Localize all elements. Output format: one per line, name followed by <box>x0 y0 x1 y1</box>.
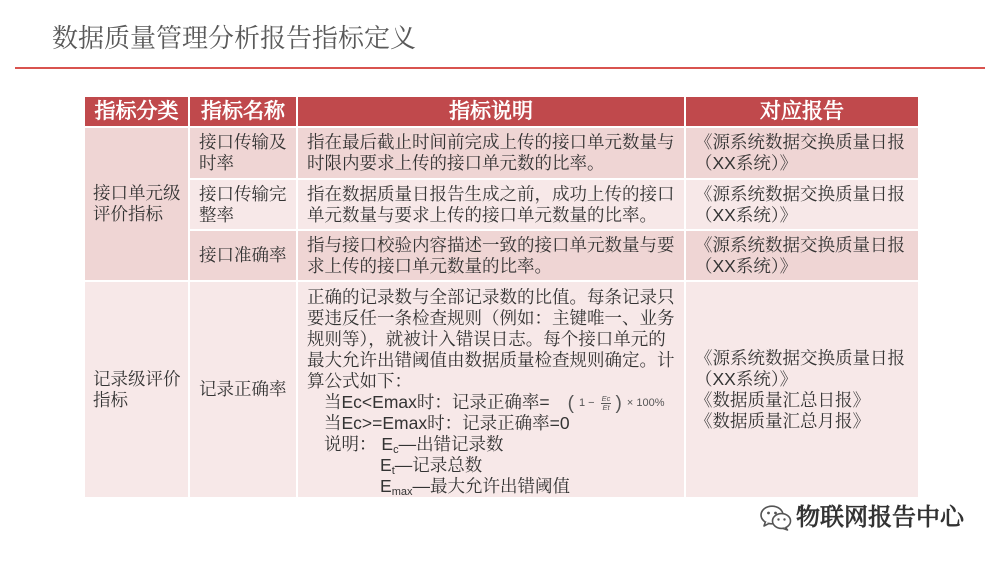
report-cell <box>685 179 919 230</box>
variable-line <box>307 434 679 455</box>
watermark-text: 物联网报告中心 <box>796 504 964 531</box>
variable-base: E <box>380 455 392 475</box>
variable-line <box>307 455 679 476</box>
metric-name-cell: 接口传输完整率 <box>189 179 297 230</box>
variable-base: E <box>381 434 394 454</box>
table-row <box>84 179 919 230</box>
variable-subscript: max <box>391 486 413 498</box>
note-label: 说明： <box>324 434 377 454</box>
description-cell: 指与接口校验内容描述一致的接口单元数量与要求上传的接口单元数量的比率。 <box>297 230 685 281</box>
variable-meaning: —记录总数 <box>394 455 483 475</box>
report-name: 《源系统数据交换质量日报（XX系统）》 <box>695 347 905 389</box>
report-cell <box>685 230 919 281</box>
report-name: 《数据质量汇总日报》 <box>695 389 870 410</box>
table-header-row <box>84 96 919 127</box>
formula-line-condition-1 <box>307 392 679 413</box>
report-name: 《源系统数据交换质量日报（XX系统）》 <box>695 132 905 173</box>
formula-left-paren: ( <box>567 392 574 414</box>
description-cell: 指在最后截止时间前完成上传的接口单元数量与时限内要求上传的接口单元数的比率。 <box>297 127 685 179</box>
description-text: 正确的记录数与全部记录数的比值。每条记录只要违反任一条检查规则（例如：主键唯一、业务规则等），就被计入错误日志。每个接口单元的最大允许出错阈值由数据质量检查规则确定。计算公式如下： <box>307 287 675 391</box>
metric-name-cell: 接口准确率 <box>189 230 297 281</box>
formula-fraction <box>601 395 612 412</box>
table-row <box>84 281 919 498</box>
formula-line-condition-2: 当Ec>=Emax时：记录正确率=0 <box>324 413 570 433</box>
formula-one-minus: 1 − <box>579 396 595 409</box>
variable-base: E <box>380 476 392 496</box>
formula-denominator: Et <box>602 402 610 412</box>
correctness-formula <box>568 393 667 414</box>
header-category: 指标分类 <box>84 96 189 127</box>
formula-times-percent: × 100% <box>626 396 665 409</box>
variable-meaning: —最大允许出错阈值 <box>412 476 570 496</box>
table-row <box>84 230 919 281</box>
variable-symbol <box>380 455 395 475</box>
report-cell <box>685 127 919 179</box>
category-cell: 记录级评价指标 <box>84 281 189 498</box>
variable-line <box>307 476 679 497</box>
formula-numerator: Ec <box>601 393 611 403</box>
description-cell: 指在数据质量日报告生成之前，成功上传的接口单元数量与要求上传的接口单元数量的比率。 <box>297 179 685 230</box>
wechat-icon <box>760 505 792 531</box>
formula-right-paren: ) <box>615 392 622 414</box>
header-report: 对应报告 <box>685 96 919 127</box>
metric-name-cell: 接口传输及时率 <box>189 127 297 179</box>
report-name: 《源系统数据交换质量日报（XX系统）》 <box>695 183 905 225</box>
title-divider <box>15 67 985 69</box>
slide-title: 数据质量管理分析报告指标定义 <box>52 23 417 53</box>
variable-subscript: t <box>391 465 395 477</box>
variable-symbol <box>381 434 398 454</box>
report-name: 《源系统数据交换质量日报（XX系统）》 <box>695 234 905 276</box>
metric-name-cell: 记录正确率 <box>189 281 297 498</box>
metrics-table <box>83 95 920 499</box>
report-cell <box>685 281 919 498</box>
variable-subscript: c <box>393 444 399 456</box>
report-name: 《数据质量汇总月报》 <box>695 410 870 431</box>
variable-meaning: —出错记录数 <box>398 434 504 454</box>
table-row <box>84 127 919 179</box>
header-metric-name: 指标名称 <box>189 96 297 127</box>
condition-1-text: 当Ec<Emax时：记录正确率= <box>324 392 550 412</box>
variable-symbol <box>380 476 412 496</box>
description-cell <box>297 281 685 498</box>
header-description: 指标说明 <box>297 96 685 127</box>
category-cell: 接口单元级评价指标 <box>84 127 189 281</box>
